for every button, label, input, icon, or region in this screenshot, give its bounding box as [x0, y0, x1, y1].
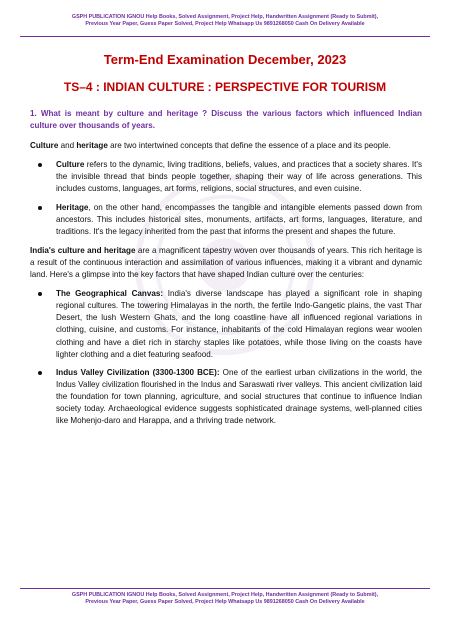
bullet-icon [38, 206, 42, 210]
page-footer [20, 592, 430, 606]
bullet-icon [38, 371, 42, 375]
second-paragraph [30, 245, 422, 281]
factor-term: Indus Valley Civilization (3300-1300 BCE): [56, 367, 220, 377]
second-para-rest: are a magnificent tapestry woven over thousands of years. This rich heritage is a result of the continuous interaction and assimilation of various influences, making it a vibrant and dynamic land. Here's a glimpse into the key factors that have shaped Indian culture over the centuries: [30, 245, 422, 280]
intro-term-heritage: heritage [76, 141, 108, 151]
footer-line-2: Previous Year Paper, Guess Paper Solved, Project Help Whatsapp Us 9891268050 Cash On Delivery Available [85, 599, 365, 605]
second-para-term: India's culture and heritage [30, 245, 136, 255]
document-body [30, 108, 422, 434]
bullet-icon [38, 292, 42, 296]
bullet-icon [38, 163, 42, 167]
page-header [20, 14, 430, 28]
header-line-1: GSPH PUBLICATION IGNOU Help Books, Solved Assignment, Project Help, Handwritten Assignment (Ready to Submit), [71, 14, 379, 20]
footer-divider [20, 588, 430, 589]
definition-term: Culture [56, 160, 85, 170]
factor-text: One of the earliest urban civilizations in the world, the Indus Valley civilization flourished in the Indus and Saraswati river valleys. This ancient civilization laid the foundation for town planning, agriculture, and social structures that continue to influence Indian society today. Archaeological evidence suggests sophisticated drainage systems, well-planned cities like Mohenjo-daro and Harappa, and a thriving trade network. [56, 367, 423, 426]
factors-list [30, 288, 422, 427]
question-text: 1. What is meant by culture and heritage ? Discuss the various factors which influenced Indian culture over thousands of years. [30, 109, 422, 131]
list-item [30, 159, 422, 195]
header-divider [20, 36, 430, 37]
paper-title: TS–4 : INDIAN CULTURE : PERSPECTIVE FOR TOURISM [63, 80, 387, 94]
exam-title: Term-End Examination December, 2023 [103, 52, 347, 67]
intro-paragraph [30, 140, 422, 152]
intro-and: and [58, 141, 77, 151]
header-line-2: Previous Year Paper, Guess Paper Solved, Project Help Whatsapp Us 9891268050 Cash On Delivery Available [85, 21, 365, 27]
list-item [30, 202, 422, 238]
factor-text: India's diverse landscape has played a significant role in shaping regional cultures. The towering Himalayas in the north, the fertile Indo-Gangetic plains, the vast Thar Desert, the lush Western Ghats, and the long coastline have all influenced regional variations in clothing, cuisine, and customs. For instance, inhabitants of the cold Himalayan regions wear woolen clothing and have a diet rich in starchy staples like potatoes, while those living on the coasts have lighter clothing and a diet featuring seafood. [56, 289, 422, 359]
intro-rest: are two intertwined concepts that define the essence of a place and its people. [107, 141, 391, 151]
definition-term: Heritage [56, 202, 89, 212]
definitions-list [30, 159, 422, 238]
definition-text: refers to the dynamic, living traditions, beliefs, values, and practices that a society shares. It's the invisible thread that binds people together, shaping their way of life across generations. This includes customs, languages, art forms, religions, social structures, and even cuisine. [56, 160, 422, 194]
factor-term: The Geographical Canvas: [56, 289, 164, 299]
intro-term-culture: Culture [30, 141, 59, 151]
definition-text: , on the other hand, encompasses the tangible and intangible elements passed down from ancestors. This includes historical sites, monuments, artifacts, art forms, languages, literature, and traditions. It's the legacy inherited from the past that informs the present and shapes the future. [56, 202, 422, 236]
footer-line-1: GSPH PUBLICATION IGNOU Help Books, Solved Assignment, Project Help, Handwritten Assignment (Ready to Submit), [71, 592, 379, 598]
list-item [30, 367, 422, 427]
list-item [30, 288, 422, 361]
